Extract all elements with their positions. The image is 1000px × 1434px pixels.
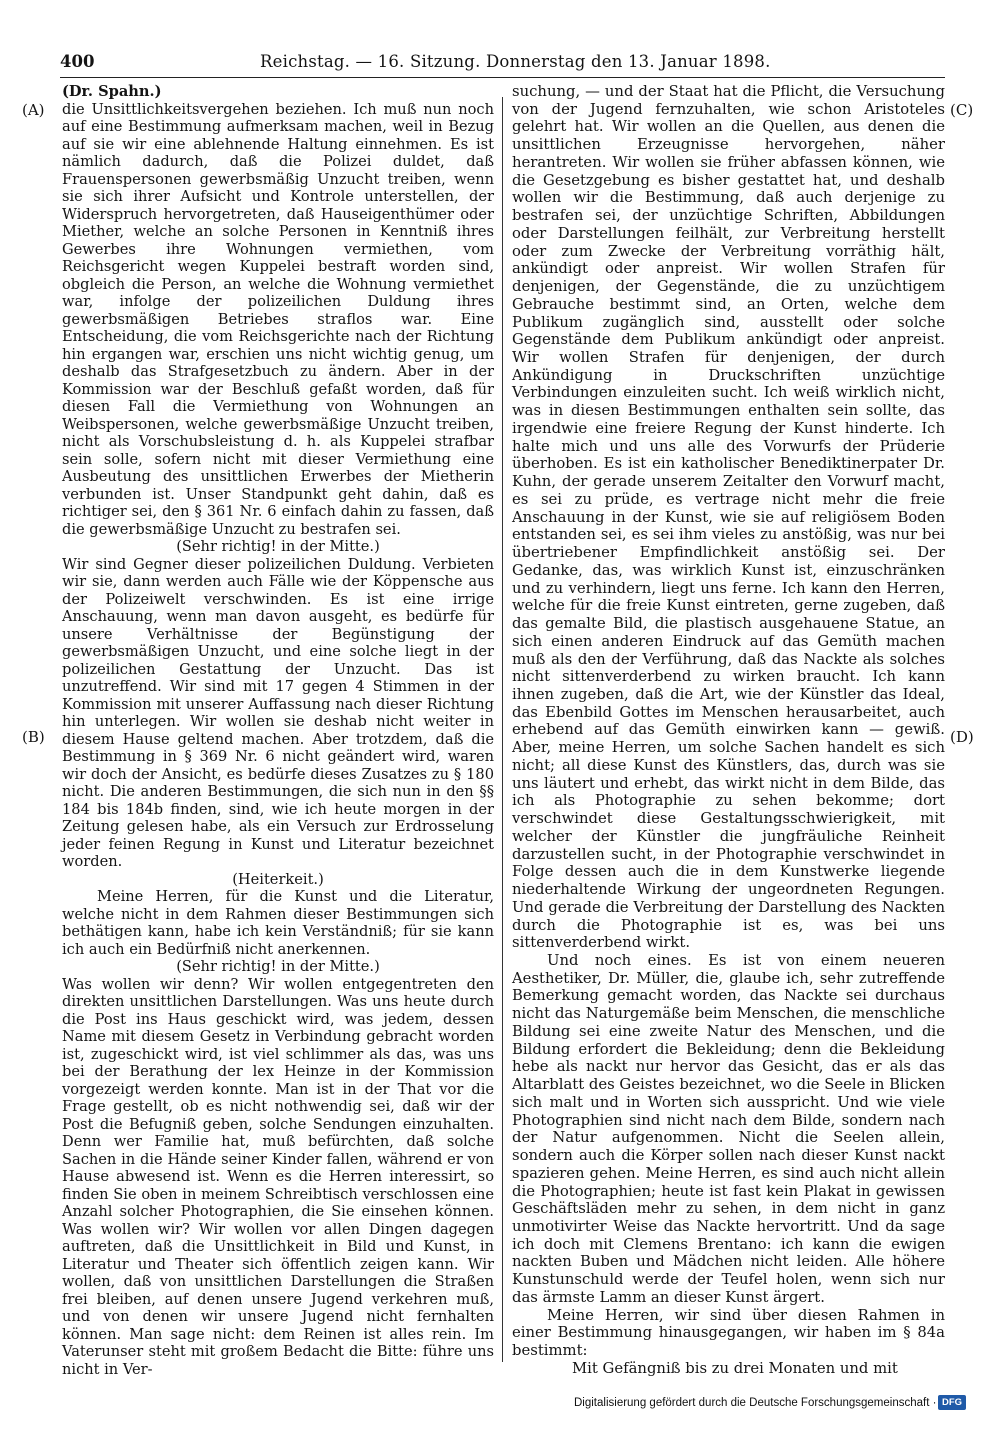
margin-mark-a: (A) bbox=[22, 101, 45, 119]
paragraph: suchung, — und der Staat hat die Pflicht, die Versuchung von der Jugend fernzuhalten, wie schon Aristoteles gelehrt hat. Wir wollen an die Quellen, aus denen die unsittlichen Erzeugnisse hervorgehen, näher herantreten. Wir wollen sie früher abfassen können, wie die Gesetzgebung es bisher gestattet hat, und deshalb wollen wir die Bestimmung, daß auch derjenige zu bestrafen sei, der unzüchtige Schriften, Abbildungen oder Darstellungen feilhält, zur Verbreitung herstellt oder zum Zwecke der Verbreitung vorräthig hält, ankündigt oder anpreist. Wir wollen Strafen für denjenigen, der Gegenstände, die zu unzüchtigem Gebrauche bestimmt sind, an Orten, welche dem Publikum zugänglich sind, ausstellt oder solche Gegenstände dem Publikum ankündigt oder anpreist. Wir wollen Strafen für denjenigen, der durch Ankündigung in Druckschriften unzüchtige Verbindungen einzuleiten sucht. Ich weiß wirklich nicht, was in diesen Bestimmungen enthalten sein sollte, das irgendwie eine freiere Regung der Kunst hinderte. Ich halte mich und uns alle des Vorwurfs der Prüderie überhoben. Es ist ein katholischer Benediktinerpater Dr. Kuhn, der gerade unserem Zeitalter den Vorwurf macht, es sei zu prüde, es vertrage nicht mehr die freie Anschauung in der Kunst, wie sie auf religiösem Boden entstanden sei, es sei ihm vieles zu anstößig, was nur bei übertriebener Empfindlichkeit anstößig sei. Der Gedanke, das, was wirklich Kunst ist, einzuschränken und zu verhindern, liegt uns ferne. Ich kann den Herren, welche für die freie Kunst eintreten, gerne zugeben, daß das gemalte Bild, die plastisch ausgehauene Statue, an sich einen anderen Eindruck auf das Gemüth machen muß als den der Verführung, daß das Nackte als solches nicht sittenverderbend zu wirken braucht. Ich kann ihnen zugeben, daß die Art, wie der Künstler das Ideal, das Ebenbild Gottes im Menschen herausarbeitet, auch erhebend auf das Gemüth einwirken kann — gewiß. Aber, meine Herren, um solche Sachen handelt es sich nicht; all diese Kunst des Künstlers, das, durch was sie uns läutert und erhebt, das wirkt nicht in dem Bilde, das ich als Photographie zu sehen bekomme; dort verschwindet diese Gestaltungsschwierigkeit, mit welcher der Künstler die jungfräuliche Reinheit darzustellen sucht, in der Photographie verschwindet in Folge dessen auch die in dem Kunstwerke liegende niederhaltende Wirkung der ungeordneten Regungen. Und gerade die Verbreitung der Darstellung des Nackten durch die Photographie ist es, was bei uns sittenverderbend wirkt. bbox=[512, 83, 945, 952]
paragraph: Wir sind Gegner dieser polizeilichen Duldung. Verbieten wir sie, dann werden auch Fälle wie der Köppensche aus der Polizeiwelt verschwinden. Es ist eine irrige Anschauung, wenn man davon ausgeht, es bedürfe für unsere Verhältnisse der Begünstigung der gewerbsmäßigen Unzucht, und eine solche liegt in der polizeilichen Gestattung der Unzucht. Das ist unzutreffend. Wir sind mit 17 gegen 4 Stimmen in der Kommission mit unserer Auffassung nach dieser Richtung hin unterlegen. Wir wollen sie deshab nicht weiter in diesem Hause geltend machen. Aber trotzdem, daß die Bestimmung in § 369 Nr. 6 nicht geändert wird, waren wir doch der Ansicht, es bedürfe dieses Zusatzes zu § 180 nicht. Die anderen Bestimmungen, die sich nun in den §§ 184 bis 184b finden, sind, wie ich heute morgen in der Zeitung gelesen habe, als ein Versuch zur Erdrosselung jeder feinen Regung in Kunst und Literatur bezeichnet worden. bbox=[62, 555, 494, 870]
speaker-label: (Dr. Spahn.) bbox=[62, 83, 162, 100]
header-rule bbox=[60, 77, 945, 78]
running-title: Reichstag. — 16. Sitzung. Donnerstag den 13. Januar 1898. bbox=[260, 52, 771, 71]
footer-text: Digitalisierung gefördert durch die Deutsche Forschungsgemeinschaft · bbox=[574, 1397, 937, 1409]
page-number: 400 bbox=[60, 52, 95, 71]
paragraph: Was wollen wir denn? Wir wollen entgegentreten den direkten unsittlichen Darstellungen. Was uns heute durch die Post ins Haus geschickt wird, was jedem, dessen Name mit diesem Gesetz in Verbindung gebracht worden ist, zugeschickt wird, ist viel schlimmer als das, was uns bei der Berathung der lex Heinze in der Kommission vorgezeigt werden konnte. Man ist in der That vor die Frage gestellt, ob es nicht nothwendig sei, daß wir der Post die Befugniß geben, solche Sendungen einzuhalten. Denn wer Familie hat, muß befürchten, daß solche Sachen in die Hände seiner Kinder fallen, während er von Hause abwesend ist. Wenn es die Herren interessirt, so finden Sie oben in meinem Schreibtisch verschlossen eine Anzahl solcher Photographien, die Sie einsehen können. Was wollen wir? Wir wollen vor allen Dingen dagegen auftreten, daß die Unsittlichkeit in Bild und Kunst, in Literatur und Theater sich öffentlich zeigen kann. Wir wollen, daß von unsittlichen Darstellungen die Straßen frei bleiben, auf denen unsere Jugend verkehren muß, und von denen wir unsere Jugend nicht fernhalten können. Man sage nicht: dem Reinen ist alles rein. Im Vaterunser steht mit großem Bedacht die Bitte: führe uns nicht in Ver- bbox=[62, 975, 494, 1378]
right-column bbox=[512, 83, 945, 1378]
paragraph: die Unsittlichkeitsvergehen beziehen. Ich muß nun noch auf eine Bestimmung aufmerksam machen, weil in Bezug auf sie wir eine ablehnende Haltung einnehmen. Es ist nämlich dadurch, daß die Polizei duldet, daß Frauenspersonen gewerbsmäßig Unzucht treiben, wenn sie sich ihrer Aufsicht und Kontrole unterstellen, der Widerspruch hervorgetreten, daß Hauseigenthümer oder Miether, welche an solche Personen in Kenntniß ihres Gewerbes ihre Wohnungen vermiethen, vom Reichsgericht wegen Kuppelei bestraft worden sind, obgleich die Person, an welche die Wohnung vermiethet war, infolge der polizeilichen Duldung ihres gewerbsmäßigen Betriebes straflos war. Eine Entscheidung, die vom Reichsgerichte nach der Richtung hin ergangen war, erschien uns nicht wichtig genug, um deshalb das Strafgesetzbuch zu ändern. Aber in der Kommission war der Beschluß gefaßt worden, daß für diesen Fall die Vermiethung von Wohnungen an Weibspersonen, welche gewerbsmäßige Unzucht treiben, nicht als Vorschubsleistung d. h. als Kuppelei strafbar sein solle, sofern nicht mit dieser Vermiethung eine Ausbeutung des unsittlichen Erwerbes der Mietherin verbunden ist. Unser Standpunkt geht dahin, daß es richtiger sei, den § 361 Nr. 6 einfach dahin zu fassen, daß die gewerbsmäßige Unzucht zu bestrafen sei. bbox=[62, 100, 494, 538]
margin-mark-b: (B) bbox=[22, 728, 45, 746]
column-divider bbox=[502, 97, 503, 1362]
page-header bbox=[60, 49, 945, 77]
interjection: (Sehr richtig! in der Mitte.) bbox=[176, 538, 380, 555]
quoted-provision: Mit Gefängniß bis zu drei Monaten und mit bbox=[572, 1359, 898, 1377]
interjection: (Sehr richtig! in der Mitte.) bbox=[176, 958, 380, 975]
left-column bbox=[62, 83, 494, 1378]
margin-mark-c: (C) bbox=[950, 101, 974, 119]
footer-credit bbox=[574, 1394, 966, 1412]
interjection: (Heiterkeit.) bbox=[232, 870, 324, 888]
margin-mark-d: (D) bbox=[950, 728, 974, 746]
paragraph: Und noch eines. Es ist von einem neueren Aesthetiker, Dr. Müller, die, glaube ich, sehr zutreffende Bemerkung gemacht worden, das Nackte sei durchaus nicht das Naturgemäße beim Menschen, die menschliche Bildung sei eine zweite Natur des Menschen, und die Bildung erfordert die Bekleidung; denn die Bekleidung hebe als nackt nur hervor das Gesicht, das er als das Altarblatt des Geistes bezeichnet, wo die Seele in Blicken sich malt und in Worten sich ausspricht. Und wie viele Photographien sind nicht nach dem Bilde, sondern nach der Natur aufgenommen. Nicht die Seelen allein, sondern auch die Körper sollen nach dieser Kunst nackt spazieren gehen. Meine Herren, es sind auch nicht allein die Photographien; heute ist fast kein Plakat in gewissen Geschäftsläden mehr zu sehen, in dem nicht in ganz unmotivirter Weise das Nackte hervortritt. Und da sage ich doch mit Clemens Brentano: ich kann die ewigen nackten Buben und Mädchen nicht leiden. Alle höhere Kunstunschuld werde der Teufel holen, wenn sich nur das ärmste Lamm an dieser Kunst ärgert. bbox=[512, 951, 945, 1306]
dfg-logo: DFG bbox=[938, 1395, 966, 1410]
paragraph: Meine Herren, für die Kunst und die Literatur, welche nicht in dem Rahmen dieser Bestimmungen sich bethätigen kann, habe ich kein Verständniß; für sie kann ich auch ein Bedürfniß nicht anerkennen. bbox=[62, 888, 494, 958]
paragraph: Meine Herren, wir sind über diesen Rahmen in einer Bestimmung hinausgegangen, wir haben im § 84a bestimmt: bbox=[512, 1306, 945, 1360]
